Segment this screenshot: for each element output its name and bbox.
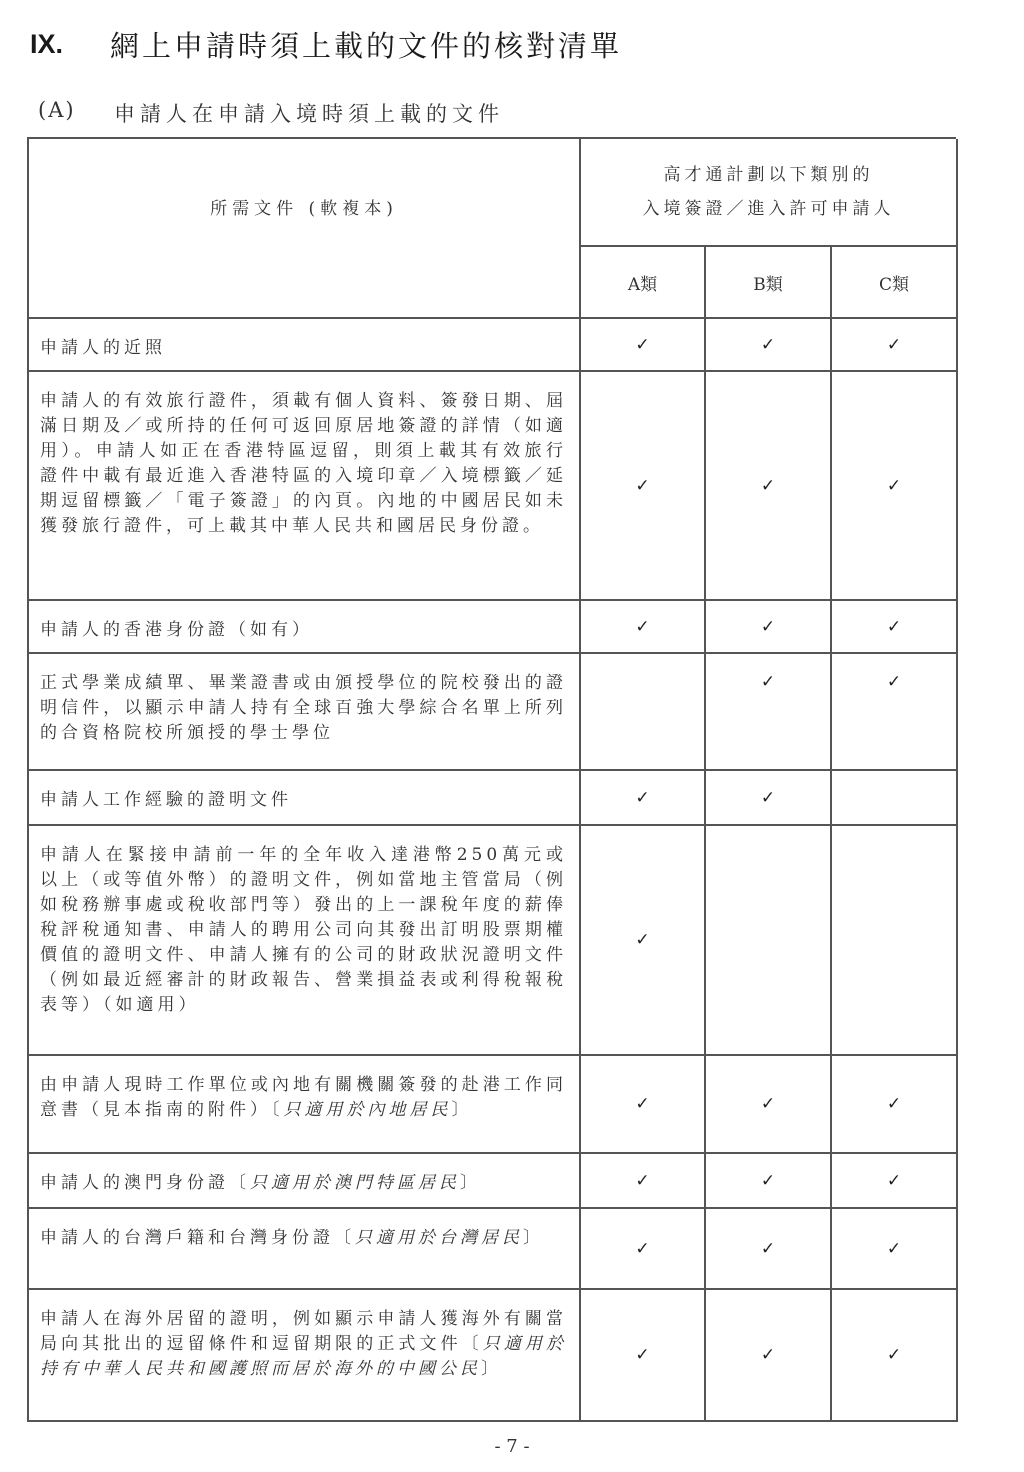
- applicability-note: 只適用於內地居民: [283, 1100, 452, 1120]
- check-mark-icon: ✓: [886, 1345, 902, 1365]
- document-requirement: [29, 1209, 581, 1290]
- check-mark-icon: ✓: [635, 475, 650, 496]
- category-a-cell: [581, 601, 706, 654]
- header-required-documents: 所需文件 (軟複本): [29, 139, 581, 319]
- document-text: 申請人的澳門身份證〔: [40, 1173, 250, 1193]
- subsection-label: (A): [38, 98, 76, 122]
- check-mark-icon: ✓: [760, 334, 776, 355]
- check-mark-icon: ✓: [760, 1094, 776, 1114]
- category-b-cell: [706, 372, 832, 601]
- document-requirement: [29, 1056, 581, 1154]
- document-text: 申請人的香港身份證（如有）: [40, 620, 313, 640]
- check-mark-icon: ✓: [635, 787, 650, 808]
- category-c-cell: [832, 826, 958, 1056]
- subsection-heading: [38, 98, 504, 128]
- check-mark-icon: ✓: [760, 475, 776, 496]
- check-mark-icon: ✓: [886, 334, 902, 355]
- check-mark-icon: ✓: [886, 672, 902, 692]
- document-checklist-table: [27, 137, 956, 1422]
- category-c-cell: [832, 372, 958, 601]
- category-b-cell: [706, 601, 832, 654]
- category-c-cell: [832, 654, 958, 771]
- category-b-cell: [706, 771, 832, 826]
- category-c-cell: [832, 771, 958, 826]
- header-categories-line1: 高才通計劃以下類別的: [663, 165, 874, 185]
- check-mark-icon: ✓: [760, 1345, 776, 1365]
- check-mark-icon: ✓: [760, 787, 776, 808]
- document-text: 申請人的有效旅行證件，須載有個人資料、簽發日期、屆滿日期及／或所持的任何可返回原居地簽證的詳情（如適用）。申請人如正在香港特區逗留，則須上載其有效旅行證件中載有最近進入香港特區的入境印章／入境標籤／延期逗留標籤／「電子簽證」的內頁。內地的中國居民如未獲發旅行證件，可上載其中華人民共和國居民身份證。: [40, 391, 567, 536]
- category-b-cell: [706, 654, 832, 771]
- header-categories-line2: 入境簽證／進入許可申請人: [642, 199, 895, 219]
- closing-bracket: 〕: [451, 1100, 473, 1120]
- section-heading: [30, 22, 622, 66]
- check-mark-icon: ✓: [635, 1094, 650, 1114]
- check-mark-icon: ✓: [760, 1238, 776, 1259]
- category-b-cell: [706, 1290, 832, 1422]
- category-a-cell: [581, 1154, 706, 1209]
- category-b-cell: [706, 1154, 832, 1209]
- check-mark-icon: ✓: [760, 616, 776, 637]
- page-number: - 7 -: [494, 1436, 530, 1457]
- document-requirement: [29, 771, 581, 826]
- check-mark-icon: ✓: [886, 616, 902, 637]
- applicability-note: 只適用於澳門特區居民: [250, 1173, 460, 1193]
- category-a-cell: [581, 1056, 706, 1154]
- check-mark-icon: ✓: [760, 672, 776, 692]
- document-text: 申請人在緊接申請前一年的全年收入達港幣250萬元或以上（或等值外幣）的證明文件，例如當地主管當局（例如稅務辦事處或稅收部門等）發出的上一課稅年度的薪俸稅評稅通知書、申請人的聘用公司向其發出訂明股票期權價值的證明文件、申請人擁有的公司的財政狀況證明文件（例如最近經審計的財政報告、營業損益表或利得稅報稅表等）（如適用）: [40, 845, 567, 1015]
- header-applicant-categories: [581, 139, 958, 247]
- document-requirement: [29, 319, 581, 372]
- check-mark-icon: ✓: [635, 1345, 650, 1365]
- check-mark-icon: ✓: [886, 1094, 902, 1114]
- category-a-cell: [581, 319, 706, 372]
- check-mark-icon: ✓: [635, 1170, 650, 1191]
- category-c-cell: [832, 601, 958, 654]
- document-text: 申請人工作經驗的證明文件: [40, 790, 292, 810]
- check-mark-icon: ✓: [635, 616, 650, 637]
- document-text: 由申請人現時工作單位或內地有關機關簽發的赴港工作同意書（見本指南的附件）〔: [40, 1075, 567, 1120]
- category-b-cell: [706, 826, 832, 1056]
- category-a-cell: [581, 826, 706, 1056]
- category-a-cell: [581, 654, 706, 771]
- check-mark-icon: ✓: [886, 1170, 902, 1191]
- header-category-a: A類: [581, 247, 706, 319]
- check-mark-icon: ✓: [635, 930, 650, 950]
- document-requirement: [29, 1290, 581, 1422]
- document-text: 申請人在海外居留的證明，例如顯示申請人獲海外有關當局向其批出的逗留條件和逗留期限的正式文件〔: [40, 1309, 567, 1354]
- applicability-note: 只適用於持有中華人民共和國護照而居於海外的中國公民: [40, 1334, 567, 1379]
- check-mark-icon: ✓: [760, 1170, 776, 1191]
- section-number: IX.: [30, 28, 64, 59]
- section-title: 網上申請時須上載的文件的核對清單: [110, 28, 623, 63]
- header-category-c: C類: [832, 247, 958, 319]
- document-text: 申請人的近照: [40, 338, 166, 358]
- check-mark-icon: ✓: [635, 334, 650, 355]
- document-text: 申請人的台灣戶籍和台灣身份證〔: [40, 1228, 355, 1248]
- closing-bracket: 〕: [481, 1359, 502, 1379]
- document-requirement: [29, 826, 581, 1056]
- category-c-cell: [832, 1209, 958, 1290]
- check-mark-icon: ✓: [886, 1238, 902, 1259]
- check-mark-icon: ✓: [886, 475, 902, 496]
- category-c-cell: [832, 319, 958, 372]
- document-requirement: [29, 372, 581, 601]
- closing-bracket: 〕: [460, 1173, 481, 1193]
- category-a-cell: [581, 372, 706, 601]
- category-b-cell: [706, 319, 832, 372]
- document-requirement: [29, 654, 581, 771]
- category-a-cell: [581, 1290, 706, 1422]
- category-c-cell: [832, 1056, 958, 1154]
- category-c-cell: [832, 1290, 958, 1422]
- check-mark-icon: ✓: [635, 1238, 650, 1259]
- subsection-title: 申請人在申請入境時須上載的文件: [114, 102, 504, 126]
- header-category-b: B類: [706, 247, 832, 319]
- closing-bracket: 〕: [523, 1228, 544, 1248]
- document-text: 正式學業成績單、畢業證書或由頒授學位的院校發出的證明信件，以顯示申請人持有全球百強大學綜合名單上所列的合資格院校所頒授的學士學位: [40, 673, 567, 743]
- document-requirement: [29, 1154, 581, 1209]
- category-b-cell: [706, 1209, 832, 1290]
- category-a-cell: [581, 771, 706, 826]
- document-requirement: [29, 601, 581, 654]
- category-b-cell: [706, 1056, 832, 1154]
- applicability-note: 只適用於台灣居民: [355, 1228, 523, 1248]
- category-c-cell: [832, 1154, 958, 1209]
- category-a-cell: [581, 1209, 706, 1290]
